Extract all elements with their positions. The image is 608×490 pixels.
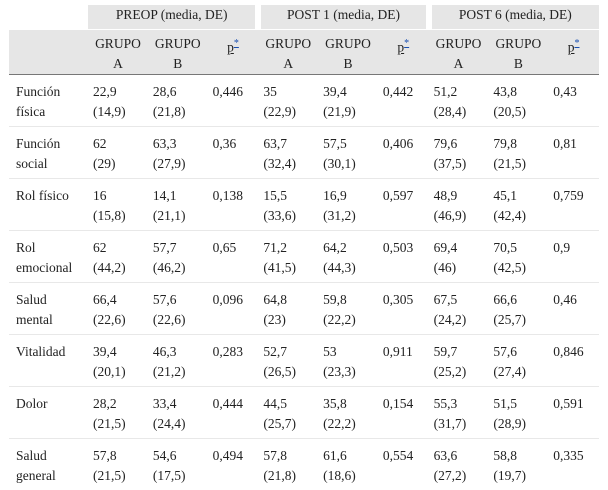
row-label: Salud general — [9, 439, 88, 490]
grupo-b-cell: 46,3 (21,2) — [148, 335, 208, 387]
grupo-a-cell: 63,6 (27,2) — [429, 439, 489, 490]
p-value-cell: 0,096 — [208, 283, 259, 335]
p-value-cell: 0,442 — [378, 75, 429, 127]
p-value-cell: 0,597 — [378, 179, 429, 231]
grupo-b-cell: 35,8 (22,2) — [318, 387, 378, 439]
p-value-header: p* — [378, 30, 429, 75]
row-label: Dolor — [9, 387, 88, 439]
p-value-cell: 0,446 — [208, 75, 259, 127]
grupo-a-cell: 66,4 (22,6) — [88, 283, 148, 335]
grupo-a-header: GRUPO A — [258, 30, 318, 75]
p-value-cell: 0,43 — [548, 75, 599, 127]
footnote-link[interactable]: * — [404, 38, 409, 49]
grupo-a-cell: 44,5 (25,7) — [258, 387, 318, 439]
grupo-b-cell: 57,7 (46,2) — [148, 231, 208, 283]
table-row — [9, 439, 599, 490]
grupo-b-cell: 66,6 (25,7) — [488, 283, 548, 335]
grupo-a-cell: 22,9 (14,9) — [88, 75, 148, 127]
p-value-cell: 0,138 — [208, 179, 259, 231]
grupo-b-cell: 39,4 (21,9) — [318, 75, 378, 127]
p-value-cell: 0,554 — [378, 439, 429, 490]
results-table — [9, 5, 599, 490]
grupo-b-cell: 33,4 (24,4) — [148, 387, 208, 439]
p-value-cell: 0,503 — [378, 231, 429, 283]
row-label: Vitalidad — [9, 335, 88, 387]
grupo-b-cell: 45,1 (42,4) — [488, 179, 548, 231]
grupo-b-cell: 53 (23,3) — [318, 335, 378, 387]
p-value-cell: 0,283 — [208, 335, 259, 387]
grupo-a-cell: 35 (22,9) — [258, 75, 318, 127]
grupo-b-cell: 64,2 (44,3) — [318, 231, 378, 283]
grupo-b-cell: 59,8 (22,2) — [318, 283, 378, 335]
group-header-row — [9, 5, 599, 30]
p-value-cell: 0,36 — [208, 127, 259, 179]
group-header-post1: POST 1 (media, DE) — [258, 5, 428, 30]
p-value-cell: 0,444 — [208, 387, 259, 439]
p-value-header: p* — [208, 30, 259, 75]
grupo-a-cell: 59,7 (25,2) — [429, 335, 489, 387]
footnote-link[interactable]: * — [574, 38, 579, 49]
grupo-b-cell: 28,6 (21,8) — [148, 75, 208, 127]
grupo-a-cell: 71,2 (41,5) — [258, 231, 318, 283]
grupo-a-cell: 16 (15,8) — [88, 179, 148, 231]
table-row — [9, 387, 599, 439]
p-value-cell: 0,9 — [548, 231, 599, 283]
grupo-b-cell: 57,5 (30,1) — [318, 127, 378, 179]
p-value-cell: 0,846 — [548, 335, 599, 387]
row-label: Rol físico — [9, 179, 88, 231]
group-header-preop: PREOP (media, DE) — [88, 5, 258, 30]
grupo-a-cell: 55,3 (31,7) — [429, 387, 489, 439]
table-row — [9, 335, 599, 387]
row-label: Salud mental — [9, 283, 88, 335]
p-value-cell: 0,81 — [548, 127, 599, 179]
grupo-a-cell: 39,4 (20,1) — [88, 335, 148, 387]
grupo-a-cell: 63,7 (32,4) — [258, 127, 318, 179]
p-value-cell: 0,154 — [378, 387, 429, 439]
grupo-a-cell: 52,7 (26,5) — [258, 335, 318, 387]
footnote-link[interactable]: * — [234, 38, 239, 49]
row-label: Función física — [9, 75, 88, 127]
grupo-b-cell: 43,8 (20,5) — [488, 75, 548, 127]
corner-cell — [9, 5, 88, 30]
p-value-header: p* — [548, 30, 599, 75]
p-value-cell: 0,494 — [208, 439, 259, 490]
table-row — [9, 179, 599, 231]
grupo-a-header: GRUPO A — [429, 30, 489, 75]
grupo-b-cell: 14,1 (21,1) — [148, 179, 208, 231]
p-value-cell: 0,305 — [378, 283, 429, 335]
grupo-b-cell: 58,8 (19,7) — [488, 439, 548, 490]
table-body — [9, 75, 599, 490]
p-value-cell: 0,46 — [548, 283, 599, 335]
grupo-a-cell: 64,8 (23) — [258, 283, 318, 335]
grupo-b-cell: 51,5 (28,9) — [488, 387, 548, 439]
p-value-cell: 0,335 — [548, 439, 599, 490]
grupo-b-header: GRUPO B — [488, 30, 548, 75]
grupo-b-cell: 63,3 (27,9) — [148, 127, 208, 179]
grupo-b-cell: 16,9 (31,2) — [318, 179, 378, 231]
table-row — [9, 127, 599, 179]
grupo-b-header: GRUPO B — [318, 30, 378, 75]
p-value-cell: 0,65 — [208, 231, 259, 283]
table-row — [9, 283, 599, 335]
row-label: Rol emocional — [9, 231, 88, 283]
table-row — [9, 75, 599, 127]
grupo-b-cell: 57,6 (27,4) — [488, 335, 548, 387]
grupo-a-cell: 51,2 (28,4) — [429, 75, 489, 127]
grupo-a-cell: 62 (29) — [88, 127, 148, 179]
group-header-post6: POST 6 (media, DE) — [429, 5, 599, 30]
grupo-a-header: GRUPO A — [88, 30, 148, 75]
grupo-b-cell: 70,5 (42,5) — [488, 231, 548, 283]
subheader-row — [9, 30, 599, 75]
p-value-cell: 0,591 — [548, 387, 599, 439]
grupo-b-cell: 54,6 (17,5) — [148, 439, 208, 490]
row-label: Función social — [9, 127, 88, 179]
p-value-cell: 0,911 — [378, 335, 429, 387]
grupo-a-cell: 62 (44,2) — [88, 231, 148, 283]
grupo-a-cell: 48,9 (46,9) — [429, 179, 489, 231]
grupo-b-cell: 79,8 (21,5) — [488, 127, 548, 179]
p-value-cell: 0,759 — [548, 179, 599, 231]
grupo-a-cell: 67,5 (24,2) — [429, 283, 489, 335]
grupo-b-header: GRUPO B — [148, 30, 208, 75]
p-value-cell: 0,406 — [378, 127, 429, 179]
grupo-a-cell: 69,4 (46) — [429, 231, 489, 283]
row-label-header — [9, 30, 88, 75]
grupo-a-cell: 57,8 (21,5) — [88, 439, 148, 490]
grupo-b-cell: 61,6 (18,6) — [318, 439, 378, 490]
grupo-a-cell: 57,8 (21,8) — [258, 439, 318, 490]
table-row — [9, 231, 599, 283]
grupo-a-cell: 15,5 (33,6) — [258, 179, 318, 231]
grupo-a-cell: 28,2 (21,5) — [88, 387, 148, 439]
grupo-b-cell: 57,6 (22,6) — [148, 283, 208, 335]
grupo-a-cell: 79,6 (37,5) — [429, 127, 489, 179]
